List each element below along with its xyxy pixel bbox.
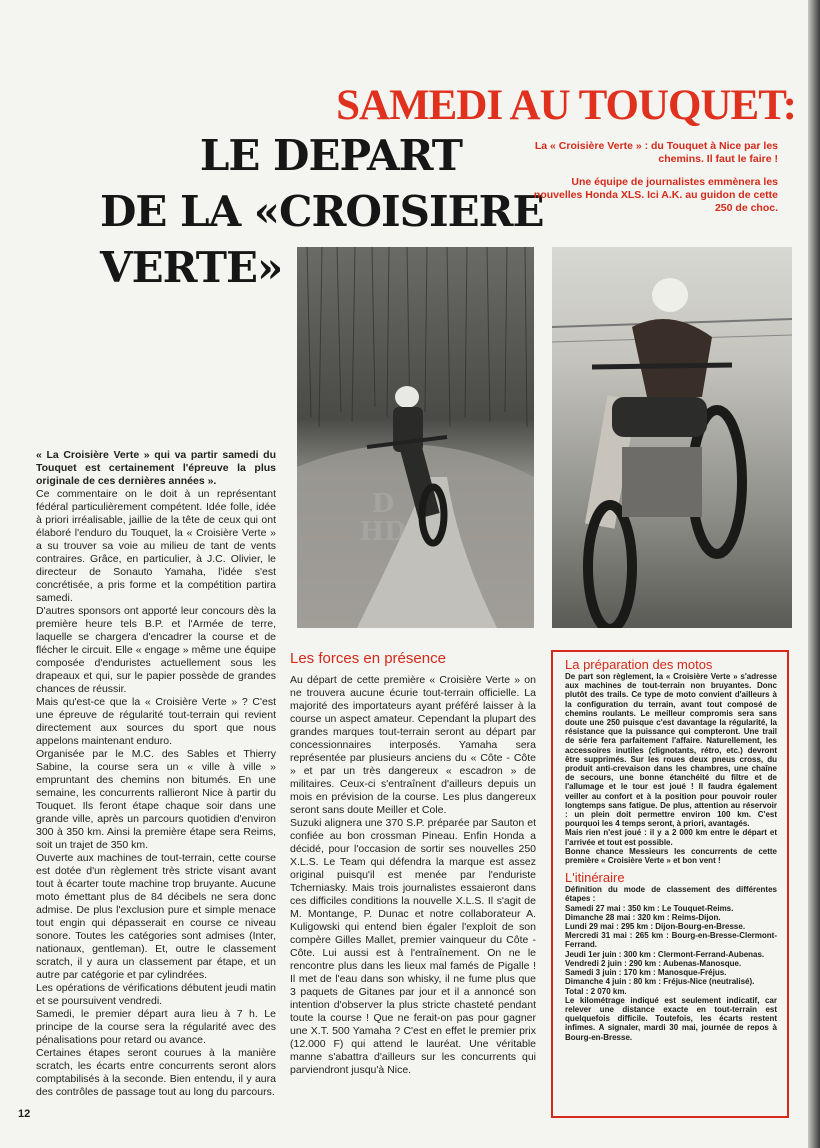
column-a: [36, 449, 276, 1099]
body-paragraph: Certaines étapes seront courues à la manière scratch, les écarts entre concurrents seront alors comptabilisés à la seconde. Bien entendu, il y aura des contrôles de passage tout au long du parcours.: [36, 1047, 276, 1098]
body-paragraph: D'autres sponsors ont apporté leur concours dès la première heure tels B.P. et l'Armée de terre, laquelle se chargera d'encadrer la course et de flécher le circuit. Elle « engage » même une équipe composée d'enduristes actuellement sous les drapeaux et qui, sur le papier possède de grandes chances de réussir.: [36, 605, 276, 695]
sidebar-heading-itinerary: L'itinéraire: [565, 870, 625, 886]
super-title: SAMEDI AU TOUQUET:: [336, 82, 796, 129]
body-paragraph: Au départ de cette première « Croisière Verte » on ne trouvera aucune écurie tout-terrain officielle. La majorité des importateurs ayant préféré laisser à la course un aspect amateur. Cependant la plupart des grandes marques tout-terrain seront au départ par concessionnaires interposés. Yamaha sera représentée par plusieurs anciens du « Côte - Côte » et par un très dangereux « escadron » de militaires. Ceux-ci s'entraînent d'ailleurs depuis un mois en prévision de la course. Les plus dangereux seront sans doute Meiller et Cole.: [290, 674, 536, 816]
body-paragraph: Suzuki alignera une 370 S.P. préparée par Sauton et confiée au bon crossman Pineau. Enfin Honda a décidé, pour l'occasion de sortir ses nouvelles 250 X.L.S. Le Team qui défendra la marque est assez original puisqu'il est menée par l'enduriste Tcherniasky. Mais trois journalistes essaieront dans ces difficiles conditions la nouvelle X.L.S. Il s'agit de M. Montange, P. Dunac et notre collaborateur A. Kuligowski qui entend bien égaler l'exploit de son compère Gilles Mallet, premier vainqueur du Côte - Côte. Lui aussi est à l'entraînement. On ne le rencontre plus dans les lieux mal famés de Pigalle ! Il met de l'eau dans son whisky, il ne fume plus que 3 paquets de Gitanes par jour et il a annoncé son intention d'observer la plus stricte chasteté pendant toute la course ! Que ne ferait-on pas pour gagner une X.T. 500 Yamaha ? C'est en effet le premier prix (12.000 F) qui attend le lauréat. Une véritable manne s'abattra d'ailleurs sur les concurrents qui parviendront jusqu'à Nice.: [290, 817, 536, 1076]
watermark-logo: D HD: [359, 489, 407, 547]
body-paragraph: Les opérations de vérifications débutent jeudi matin et se poursuivent vendredi.: [36, 982, 276, 1007]
page-number: 12: [18, 1108, 31, 1120]
binding-edge: [808, 0, 820, 1148]
itinerary-stage: Dimanche 28 mai : 320 km : Reims-Dijon.: [565, 912, 721, 922]
headline-line-1: LE DEPART: [199, 131, 462, 180]
itinerary-stage: Lundi 29 mai : 295 km : Dijon-Bourg-en-Bresse.: [565, 922, 746, 932]
body-paragraph: Ouverte aux machines de tout-terrain, cette course est dotée d'un règlement très stricte visant avant tout à écarter toute machine trop bruyante. Aucune moto émettant plus de 84 décibels ne sera donc admise. De plus l'exclusion pure et simple menace tout engin qui dépasserait en course ce niveau sonore. Toutes les catégories sont admises (Inter, nationaux, gentleman). Et, outre le classement scratch, il y aura un classement par étape, et un autre par catégorie et par cylindrées.: [36, 852, 276, 981]
sidebar-heading-preparation: La préparation des motos: [565, 657, 713, 672]
body-paragraph: Samedi, le premier départ aura lieu à 7 h. Le principe de la course sera la régularité avec des pénalisations pour retard ou avance.: [36, 1008, 276, 1046]
itinerary-stage: Vendredi 2 juin : 290 km : Aubenas-Manosque.: [565, 958, 742, 968]
itinerary-stage: Dimanche 4 juin : 80 km : Fréjus-Nice (neutralisé).: [565, 977, 755, 987]
section-heading-forces: Les forces en présence: [290, 650, 446, 667]
sidebar-paragraph: Mais rien n'est joué : il y a 2 000 km entre le départ et l'arrivée et tout est possible.: [565, 828, 777, 847]
sidebar-box: [551, 650, 789, 1118]
body-paragraph: Ce commentaire on le doit à un représentant fédéral particulièrement compétent. Idée folle, idée à priori irréalisable, jaillie de la tête de ceux qui ont élaboré l'enduro du Touquet, la « Croisière Verte » a su trouver sa voie au milieu de tant de vents contraires. Grâce, en particulier, à J.C. Olivier, le directeur de Sonauto Yamaha, l'idée s'est concrétisée, a pris forme et la compétition partira samedi.: [36, 488, 276, 604]
itinerary-stage: Mercredi 31 mai : 265 km : Bourg-en-Bresse-Clermont-Ferrand.: [565, 931, 777, 950]
sidebar-paragraph: Bonne chance Messieurs les concurrents de cette première « Croisière Verte » et bon vent !: [565, 846, 777, 866]
body-paragraph: Organisée par le M.C. des Sables et Thierry Sabine, la course sera un « ville à ville » empruntant des chemins non bitumés. En une semaine, les concurrents rallieront Nice à partir du Touquet. Ils feront étape chaque soir dans une grande ville, après un parcours quotidien d'environ 300 à 350 km. Ainsi la première étape sera Reims, soit un trajet de 350 km.: [36, 748, 276, 851]
headline-line-3: VERTE»: [100, 243, 283, 292]
itinerary-stage: Samedi 3 juin : 170 km : Manosque-Fréjus.: [565, 968, 727, 978]
headline-line-2: DE LA «CROISIERE: [100, 187, 544, 236]
lead-paragraph: « La Croisière Verte » qui va partir samedi du Touquet est certainement l'épreuve la plus originale de ces dernières années ».: [36, 449, 276, 487]
deck-paragraph-2: Une équipe de journalistes emmènera les nouvelles Honda XLS. Ici A.K. au guidon de cette 250 de choc.: [533, 176, 778, 214]
deck: [530, 140, 778, 225]
itinerary-stage: Jeudi 1er juin : 300 km : Clermont-Ferrand-Aubenas.: [565, 949, 765, 959]
photo-rider-honda: [552, 247, 792, 628]
itinerary-total: Total : 2 070 km.: [565, 986, 627, 996]
deck-paragraph-1: La « Croisière Verte » : du Touquet à Nice par les chemins. Il faut le faire !: [534, 140, 778, 165]
itinerary-intro: Définition du mode de classement des différentes étapes :: [565, 885, 777, 904]
photo-rider-hill: [297, 247, 534, 628]
itinerary-note: Le kilométrage indiqué est seulement indicatif, car relever une distance exacte en tout-terrain est quelquefois difficile. Toutefois, les écarts restent infimes. A signaler, mardi 30 mai, journée de repos à Bourg-en-Bresse.: [565, 995, 777, 1042]
sidebar-paragraph: De part son règlement, la « Croisière Verte » s'adresse aux machines de tout-terrain non bruyantes. Donc plutôt des trails. Ce type de moto convient d'ailleurs à la configuration du terrain, avant tout composé de chemins roulants. Le meilleur compromis sera sans doute une 250 puisque c'est davantage la régularité, la résistance que la puissance qui compteront. Une trail de série fera parfaitement l'affaire. Naturellement, les accessoires inutiles (clignotants, rétro, etc.) devront être supprimés. Sur les roues deux pneus cross, du produit anti-crevaison dans les chambres, une chaîne de secours, une bonne étanchéité du filtre et de l'allumage et le tour est joué ! Il faudra également veiller au confort et à la position pour pouvoir rouler longtemps sans fatigue. De plus, attention au réservoir : un plein doit permettre environ 100 km. C'est pourquoi les 4 temps seront, à priori, avantagés.: [565, 672, 777, 829]
body-paragraph: Mais qu'est-ce que la « Croisière Verte » ? C'est une épreuve de régularité tout-terrain qui revient directement aux sources du sport que nous appelons maintenant enduro.: [36, 696, 276, 747]
column-b: [290, 650, 536, 1077]
itinerary-stage: Samedi 27 mai : 350 km : Le Touquet-Reims.: [565, 903, 734, 913]
